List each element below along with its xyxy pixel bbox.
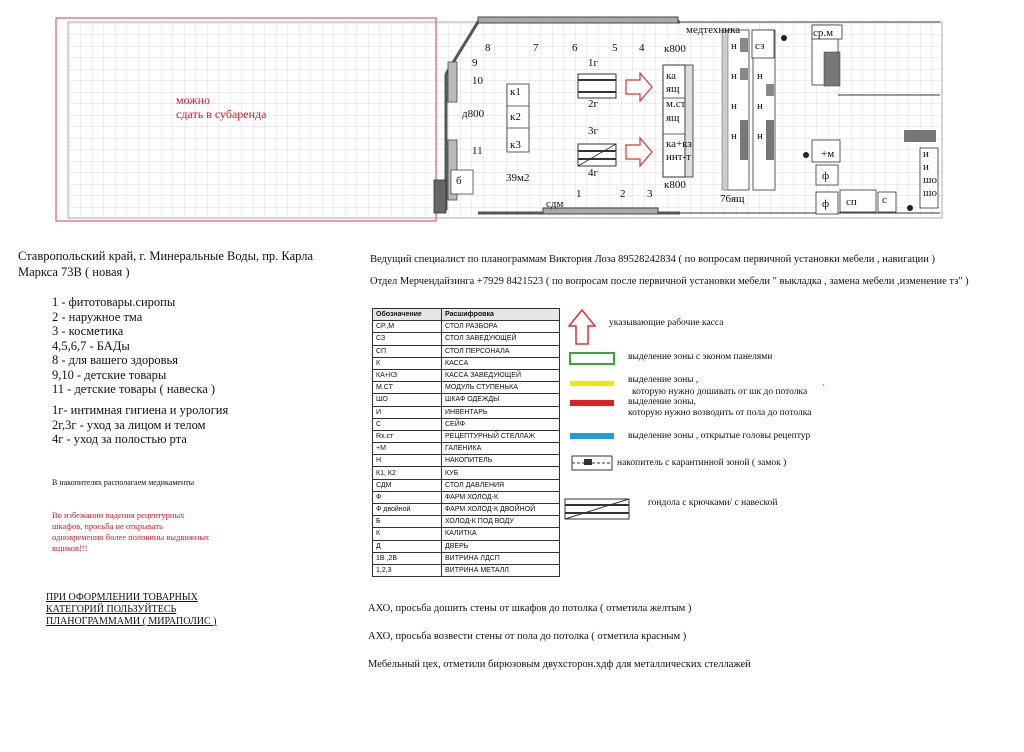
legend-red-icon <box>570 400 614 406</box>
note-walls-red: АХО, просьба возвести стены от пола до потолка ( отметила красным ) <box>368 631 687 642</box>
legend-meaning-cell: СЕЙФ <box>442 418 560 430</box>
table-row <box>373 394 560 406</box>
legend-code-cell: +М <box>373 443 442 455</box>
header-meaning: Расшифровка <box>442 309 560 321</box>
label-n-c: н <box>731 100 737 112</box>
list-item: 4,5,6,7 - БАДы <box>52 338 130 353</box>
legend-code-cell: Д <box>373 540 442 552</box>
legend-meaning-cell: ГАЛЕНИКА <box>442 443 560 455</box>
label-area: 39м2 <box>506 172 530 184</box>
legend-code-cell: КА+КЗ <box>373 369 442 381</box>
contact-planograms: Ведущий специалист по планограммам Виктория Лоза 89528242834 ( по вопросам первичной установки мебели , навигации ) <box>370 254 936 265</box>
storage-note: В накопителях располагаем медикаменты <box>52 478 195 487</box>
label-n-g: н <box>757 130 763 142</box>
table-row <box>373 504 560 516</box>
legend-meaning-cell: ДВЕРЬ <box>442 540 560 552</box>
label-i2: и <box>923 161 929 173</box>
label-b: б <box>456 175 462 187</box>
table-row <box>373 406 560 418</box>
list-item: 4г - уход за полостью рта <box>52 432 187 446</box>
legend-arrow-icon <box>569 310 595 344</box>
table-row <box>373 345 560 357</box>
note-furniture: Мебельный цех, отметили бирюзовым двухсторон.хдф для металлических стеллажей <box>368 659 751 670</box>
label-i1: и <box>923 148 929 160</box>
label-3: 3 <box>647 188 653 200</box>
label-11: 11 <box>472 145 483 157</box>
label-k800-bottom: к800 <box>664 179 686 191</box>
legend-yellow-text-1: выделение зоны , <box>628 375 699 385</box>
store-address <box>18 248 338 280</box>
legend-arrow-text: указывающие рабочие касса <box>609 318 724 328</box>
note-walls-yellow: АХО, просьба дошить стены от шкафов до потолка ( отметила желтым ) <box>368 603 692 614</box>
table-row <box>373 479 560 491</box>
label-76yash: 76ящ <box>720 193 745 205</box>
label-1g: 1г <box>588 57 599 69</box>
legend-meaning-cell: ФАРМ ХОЛОД-К ДВОЙНОЙ <box>442 504 560 516</box>
label-f2: ф <box>822 198 830 210</box>
legend-blue-text: выделение зоны , открытые головы рецептур <box>628 431 811 441</box>
safe <box>878 192 896 212</box>
label-10: 10 <box>472 75 483 87</box>
table-header-row <box>373 309 560 321</box>
gondola-1 <box>578 74 616 98</box>
list-item: 8 - для вашего здоровья <box>52 353 178 367</box>
table-row <box>373 455 560 467</box>
table-row <box>373 552 560 564</box>
legend-meaning-cell: НАКОПИТЕЛЬ <box>442 455 560 467</box>
label-n-b: н <box>731 70 737 82</box>
legend-code-cell: Н <box>373 455 442 467</box>
legend-code-cell: Rx.ст <box>373 430 442 442</box>
legend-meaning-cell: КАССА ЗАВЕДУЮЩЕЙ <box>442 369 560 381</box>
sublet-text-2: сдать в субаренда <box>176 107 267 121</box>
list-item: 1 - фитотовары.сиропы <box>52 295 176 309</box>
legend-red-text-2: которую нужно возводить от пола до потолка <box>628 408 812 418</box>
label-s: с <box>882 194 887 206</box>
warning-note: Во избежании падения рецептурных шкафов, просьба не открывать одновременно более половины выдвижных ящиков!!! <box>52 510 210 553</box>
address-line-1: Ставропольский край, г. Минеральные Воды, пр. Карла <box>18 249 314 263</box>
legend-meaning-cell: ФАРМ ХОЛОД-К <box>442 491 560 503</box>
legend-meaning-cell: МОДУЛЬ СТУПЕНЬКА <box>442 382 560 394</box>
legend-code-cell: С <box>373 418 442 430</box>
list-item: 9,10 - детские товары <box>52 367 167 382</box>
legend-code-cell: СДМ <box>373 479 442 491</box>
label-n-e: н <box>757 70 763 82</box>
legend-yellow-icon <box>570 381 614 386</box>
legend-meaning-cell: ВИТРИНА ЛДСП <box>442 552 560 564</box>
legend-code-cell: ШО <box>373 394 442 406</box>
label-mst: м.ст <box>666 98 686 110</box>
legend-code-cell: СЗ <box>373 333 442 345</box>
label-yash-1: ящ <box>666 83 680 95</box>
legend-green-text: выделение зоны с эконом панелями <box>628 352 773 362</box>
legend-gondola-text: гондола с крючками/ с навеской <box>648 498 778 508</box>
label-1: 1 <box>576 188 582 200</box>
label-f1: ф <box>822 170 830 182</box>
legend-code-cell: СР.,М <box>373 321 442 333</box>
legend-meaning-cell: ИНВЕНТАРЬ <box>442 406 560 418</box>
label-int: инт-т <box>666 151 692 163</box>
table-row <box>373 528 560 540</box>
legend-meaning-cell: СТОЛ ДАВЛЕНИЯ <box>442 479 560 491</box>
list-item: 2г,3г - уход за лицом и телом <box>52 417 206 432</box>
label-sho2: шо <box>923 187 937 199</box>
table-row <box>373 382 560 394</box>
legend-meaning-cell: КУБ <box>442 467 560 479</box>
label-2g: 2г <box>588 98 599 110</box>
label-srm: ср.м <box>813 27 834 39</box>
address-line-2: Маркса 73В ( новая ) <box>18 265 130 279</box>
label-8: 8 <box>485 42 491 54</box>
legend-red-text-1: выделение зоны, <box>628 397 696 407</box>
list-item: 1г- интимная гигиена и урология <box>52 403 229 417</box>
planogram-note: ПРИ ОФОРМЛЕНИИ ТОВАРНЫХ КАТЕГОРИЙ ПОЛЬЗУЙТЕСЬ ПЛАНОГРАММАМИ ( МИРАПОЛИС ) <box>46 592 217 627</box>
top-showcase <box>478 17 678 23</box>
legend-meaning-cell: РЕЦЕПТУРНЫЙ СТЕЛЛАЖ <box>442 430 560 442</box>
sublet-text-1: можно <box>176 93 211 107</box>
floor-plan <box>0 0 1024 230</box>
label-n-a: н <box>731 40 737 52</box>
table-row <box>373 369 560 381</box>
table-row <box>373 357 560 369</box>
label-k2: к2 <box>510 111 521 123</box>
table-row <box>373 516 560 528</box>
label-sz: сз <box>755 40 765 52</box>
legend-code-cell: И <box>373 406 442 418</box>
label-3g: 3г <box>588 125 599 137</box>
legend-green-icon <box>570 353 614 364</box>
label-7: 7 <box>533 42 539 54</box>
table-row <box>373 430 560 442</box>
table-row <box>373 321 560 333</box>
label-9: 9 <box>472 57 478 69</box>
legend-code-cell: К <box>373 528 442 540</box>
sublet-note <box>176 93 266 121</box>
legend-meaning-cell: КАССА <box>442 357 560 369</box>
left-block <box>434 180 446 213</box>
legend-meaning-cell: КАЛИТКА <box>442 528 560 540</box>
table-row <box>373 491 560 503</box>
legend-meaning-cell: СТОЛ ЗАВЕДУЮЩЕЙ <box>442 333 560 345</box>
legend-meaning-cell: ШКАФ ОДЕЖДЫ <box>442 394 560 406</box>
label-n-f: н <box>757 100 763 112</box>
gondola-list <box>52 403 228 447</box>
legend-code-cell: СП <box>373 345 442 357</box>
label-2: 2 <box>620 188 626 200</box>
label-n-d: н <box>731 130 737 142</box>
label-yash-2: ящ <box>666 112 680 124</box>
label-5: 5 <box>612 42 618 54</box>
legend-code-cell: К <box>373 357 442 369</box>
fridge-b <box>451 170 473 194</box>
legend-blue-icon <box>570 433 614 439</box>
label-plus-m: +м <box>821 148 835 160</box>
table-row <box>373 540 560 552</box>
legend-meaning-cell: СТОЛ РАЗБОРА <box>442 321 560 333</box>
legend-yellow-text-2: которую нужно дошивать от шк до потолка <box>632 387 808 397</box>
label-sp: сп <box>846 196 857 208</box>
label-k800-top: к800 <box>664 43 686 55</box>
legend-code-cell: К1, К2 <box>373 467 442 479</box>
legend-table <box>372 308 560 577</box>
label-medtech: медтехника <box>686 24 741 36</box>
legend-yellow-mark: ` <box>822 384 826 394</box>
table-row <box>373 333 560 345</box>
category-list <box>52 295 215 397</box>
table-row <box>373 443 560 455</box>
legend-code-cell: 1,2,3 <box>373 564 442 576</box>
legend-meaning-cell: СТОЛ ПЕРСОНАЛА <box>442 345 560 357</box>
label-k3: к3 <box>510 139 521 151</box>
legend-code-cell: Ф двойной <box>373 504 442 516</box>
label-4: 4 <box>639 42 645 54</box>
legend-code-cell: Б <box>373 516 442 528</box>
list-item: 3 - косметика <box>52 324 124 338</box>
legend-code-cell: М.СТ <box>373 382 442 394</box>
label-sho1: шо <box>923 174 937 186</box>
list-item: 11 - детские товары ( навеска ) <box>52 382 216 396</box>
list-item: 2 - наружное тма <box>52 309 143 324</box>
header-code: Обозначение <box>373 309 442 321</box>
label-sdm: сдм <box>546 198 564 210</box>
legend-code-cell: Ф <box>373 491 442 503</box>
legend-table-body <box>373 321 560 577</box>
label-d800: д800 <box>462 108 485 120</box>
contact-merch: Отдел Мерчендайзинга +7929 8421523 ( по вопросам после первичной установки мебели " выкладка , замена мебели ,изменение тз" ) <box>370 276 969 287</box>
label-k1: к1 <box>510 86 521 98</box>
table-row <box>373 564 560 576</box>
table-row <box>373 467 560 479</box>
label-6: 6 <box>572 42 578 54</box>
label-ka-kz: ка+кз <box>666 138 692 150</box>
label-4g: 4г <box>588 167 599 179</box>
label-ka: ка <box>666 70 677 82</box>
table-row <box>373 418 560 430</box>
legend-lock-text: накопитель с карантинной зоной ( замок ) <box>617 458 787 468</box>
legend-meaning-cell: ВИТРИНА МЕТАЛЛ <box>442 564 560 576</box>
legend-meaning-cell: ХОЛОД-К ПОД ВОДУ <box>442 516 560 528</box>
legend-code-cell: 1В ,2В <box>373 552 442 564</box>
